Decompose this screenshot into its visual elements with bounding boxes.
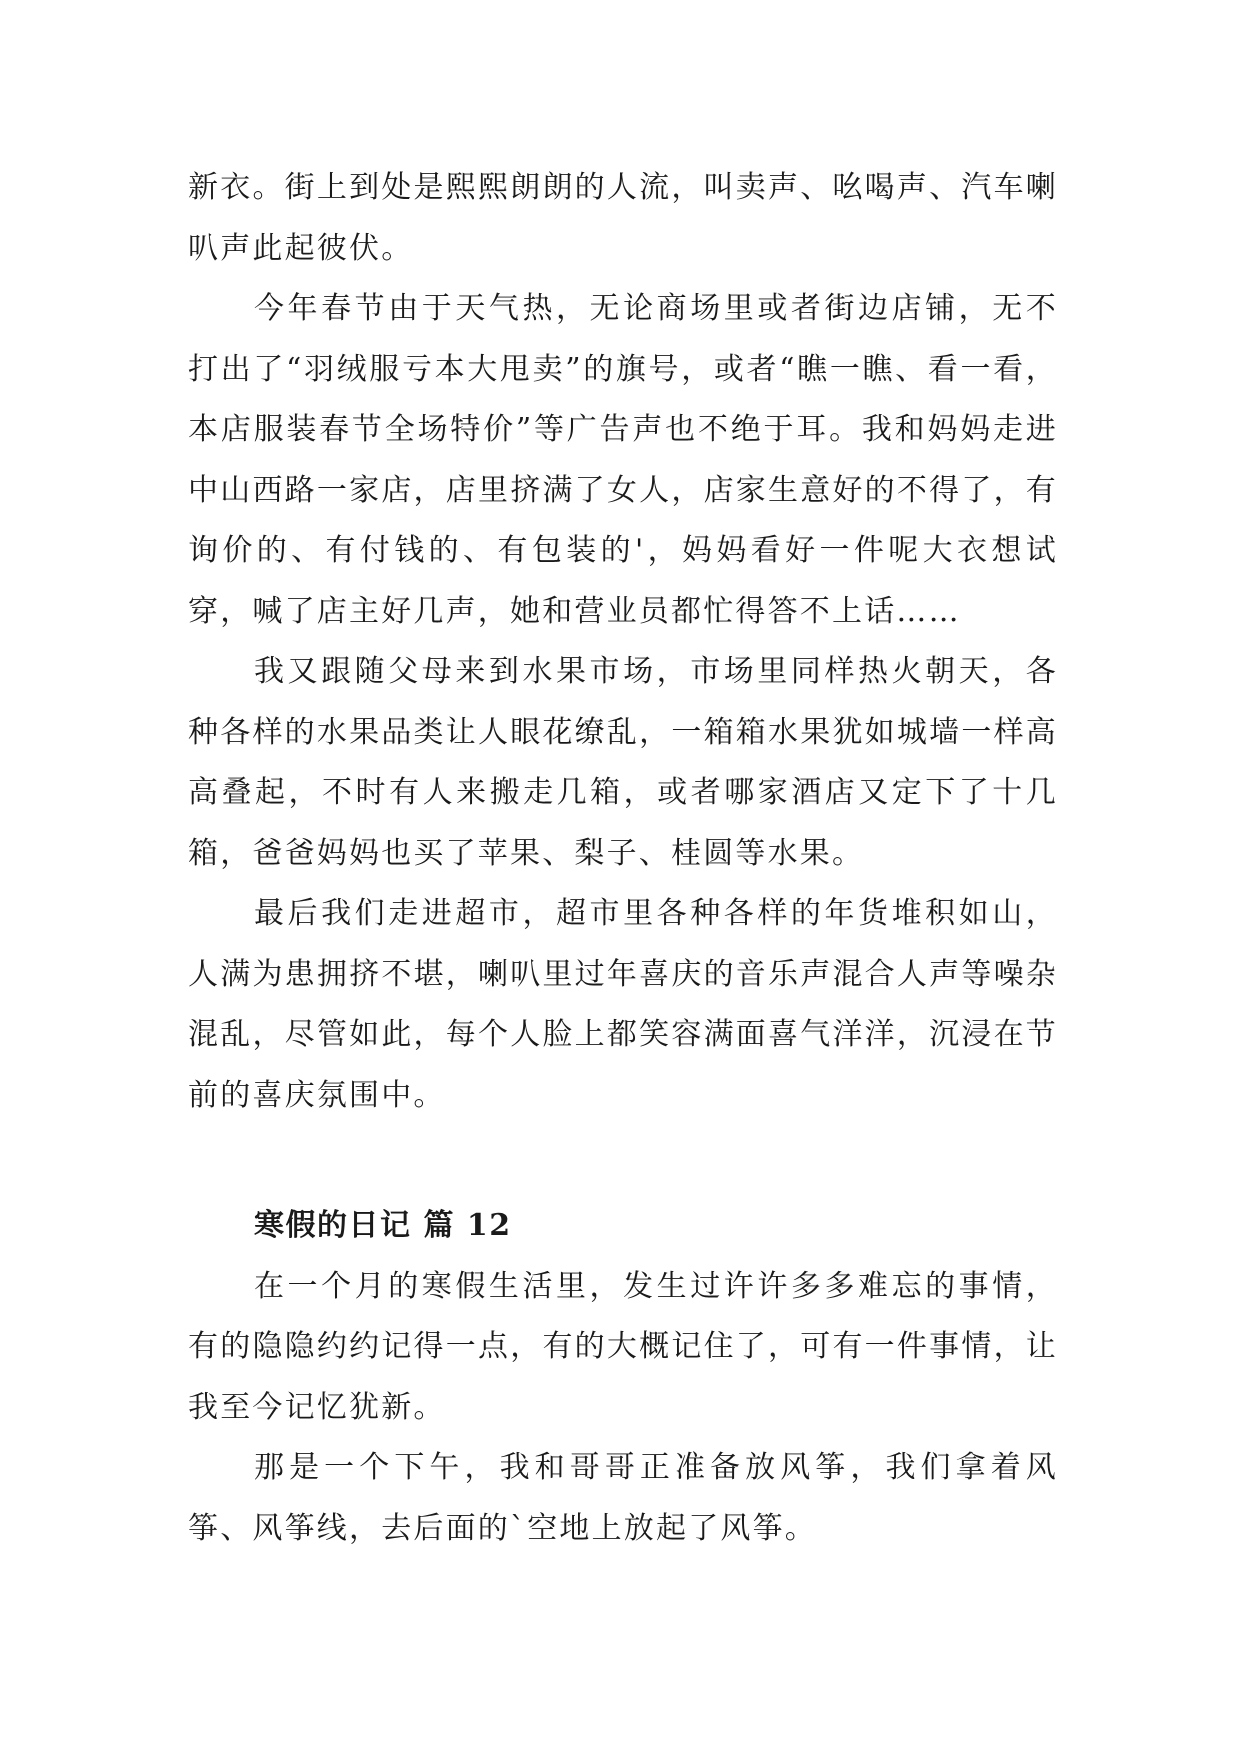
section-heading: 寒假的日记 篇 12 [254,1208,512,1243]
paragraph-winter-vacation: 在一个月的寒假生活里，发生过许许多多难忘的事情，有的隐隐约约记得一点，有的大概记住了，可有一件事情，让我至今记忆犹新。 [188,1268,1058,1425]
paragraph-fruit-market: 我又跟随父母来到水果市场，市场里同样热火朝天，各种各样的水果品类让人眼花缭乱，一箱箱水果犹如城墙一样高高叠起，不时有人来搬走几箱，或者哪家酒店又定下了十几箱，爸爸妈妈也买了苹果、梨子、桂圆等水果。 [188,654,1058,871]
document-body [188,158,1058,1559]
paragraph-kite-flying: 那是一个下午，我和哥哥正准备放风筝，我们拿着风筝、风筝线，去后面的`空地上放起了风筝。 [188,1450,1058,1546]
paragraph-continued: 新衣。街上到处是熙熙朗朗的人流，叫卖声、吆喝声、汽车喇叭声此起彼伏。 [188,170,1058,266]
paragraph-supermarket: 最后我们走进超市，超市里各种各样的年货堆积如山，人满为患拥挤不堪，喇叭里过年喜庆的音乐声混合人声等噪杂混乱，尽管如此，每个人脸上都笑容满面喜气洋洋，沉浸在节前的喜庆氛围中。 [188,896,1058,1113]
section-gap [188,1126,1058,1196]
paragraph-spring-festival-shops: 今年春节由于天气热，无论商场里或者街边店铺，无不打出了“羽绒服亏本大甩卖”的旗号，或者“瞧一瞧、看一看，本店服装春节全场特价”等广告声也不绝于耳。我和妈妈走进中山西路一家店，店里挤满了女人，店家生意好的不得了，有询价的、有付钱的、有包装的'，妈妈看好一件呢大衣想试穿，喊了店主好几声，她和营业员都忙得答不上话…… [188,291,1058,629]
